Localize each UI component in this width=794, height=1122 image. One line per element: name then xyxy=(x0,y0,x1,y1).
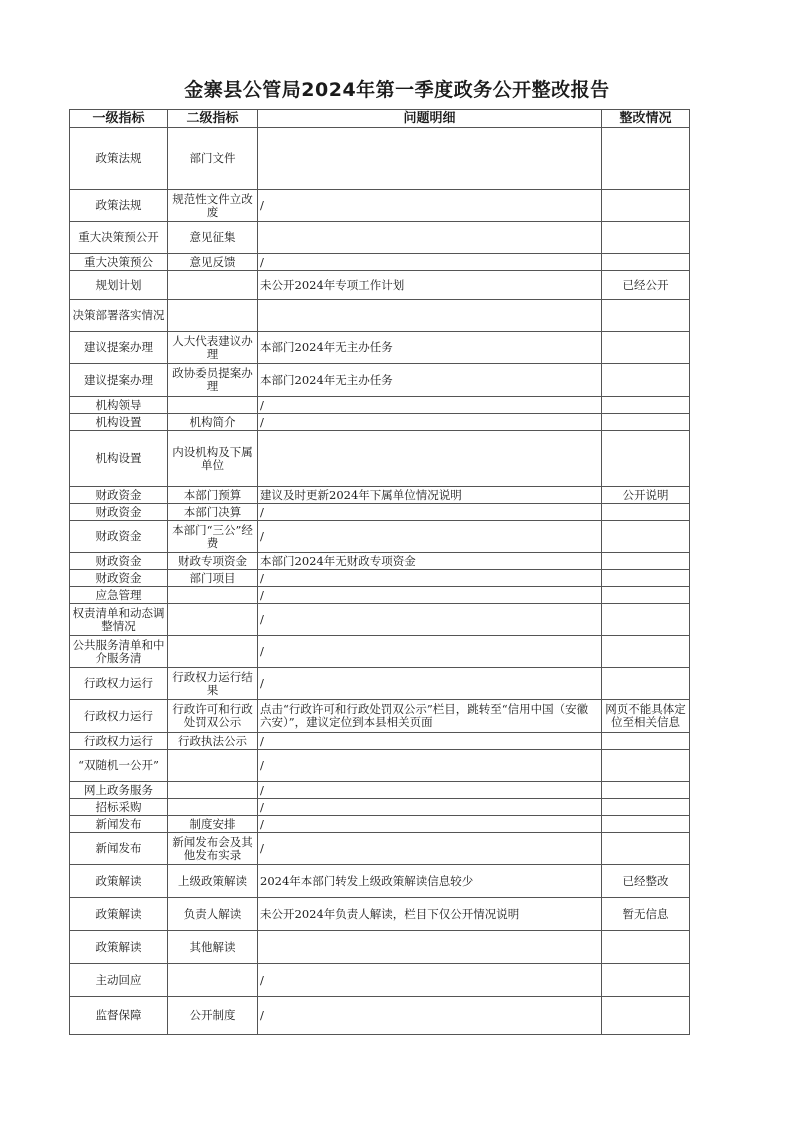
level2-indicator-cell: 制度安排 xyxy=(168,816,258,833)
issue-details-cell: / xyxy=(258,397,602,414)
table-row xyxy=(70,833,690,865)
level2-indicator-cell xyxy=(168,300,258,332)
level2-indicator-cell: 部门文件 xyxy=(168,128,258,190)
table-row xyxy=(70,898,690,931)
table-row xyxy=(70,222,690,254)
issue-details-cell: / xyxy=(258,782,602,799)
level1-indicator-cell: 政策法规 xyxy=(70,128,168,190)
rectification-status-cell xyxy=(602,997,690,1035)
level2-indicator-cell: 人大代表建议办理 xyxy=(168,332,258,364)
issue-details-cell: 本部门2024年无主办任务 xyxy=(258,332,602,364)
rectification-status-cell: 网页不能具体定位至相关信息 xyxy=(602,700,690,733)
rectification-status-cell xyxy=(602,750,690,782)
level1-indicator-cell: 网上政务服务 xyxy=(70,782,168,799)
level2-indicator-cell: 负责人解读 xyxy=(168,898,258,931)
level2-indicator-cell: 公开制度 xyxy=(168,997,258,1035)
level2-indicator-cell xyxy=(168,964,258,997)
table-row xyxy=(70,254,690,271)
table-body xyxy=(70,128,690,1035)
table-header-row xyxy=(70,110,690,128)
level1-indicator-cell: 主动回应 xyxy=(70,964,168,997)
issue-details-cell xyxy=(258,222,602,254)
rectification-status-cell xyxy=(602,964,690,997)
issue-details-cell: / xyxy=(258,570,602,587)
table-row xyxy=(70,750,690,782)
rectification-status-cell xyxy=(602,190,690,222)
level1-indicator-cell: 行政权力运行 xyxy=(70,733,168,750)
table-row xyxy=(70,587,690,604)
table-row xyxy=(70,570,690,587)
level2-indicator-cell xyxy=(168,782,258,799)
level1-indicator-cell: 政策解读 xyxy=(70,898,168,931)
rectification-status-cell: 暂无信息 xyxy=(602,898,690,931)
table-row xyxy=(70,431,690,487)
level1-indicator-cell: 新闻发布 xyxy=(70,833,168,865)
issue-details-cell xyxy=(258,931,602,964)
rectification-status-cell xyxy=(602,364,690,397)
level1-indicator-cell: 机构设置 xyxy=(70,414,168,431)
rectification-status-cell xyxy=(602,504,690,521)
table-row xyxy=(70,128,690,190)
table-row xyxy=(70,636,690,668)
level1-indicator-cell: 机构领导 xyxy=(70,397,168,414)
rectification-status-cell xyxy=(602,816,690,833)
level2-indicator-cell: 规范性文件立改废 xyxy=(168,190,258,222)
issue-details-cell: / xyxy=(258,521,602,553)
table-row xyxy=(70,300,690,332)
level1-indicator-cell: 建议提案办理 xyxy=(70,332,168,364)
rectification-status-cell xyxy=(602,604,690,636)
page-title: 金寨县公管局2024年第一季度政务公开整改报告 xyxy=(184,79,610,101)
level2-indicator-cell: 其他解读 xyxy=(168,931,258,964)
table-row xyxy=(70,504,690,521)
level2-indicator-cell xyxy=(168,587,258,604)
level2-indicator-cell: 机构简介 xyxy=(168,414,258,431)
rectification-status-cell xyxy=(602,397,690,414)
level1-indicator-cell: 财政资金 xyxy=(70,504,168,521)
rectification-status-cell xyxy=(602,431,690,487)
level1-indicator-cell: 新闻发布 xyxy=(70,816,168,833)
rectification-status-cell xyxy=(602,931,690,964)
issue-details-cell: / xyxy=(258,254,602,271)
issue-details-cell: / xyxy=(258,668,602,700)
header-level1-indicator: 一级指标 xyxy=(70,110,168,128)
level1-indicator-cell: 招标采购 xyxy=(70,799,168,816)
level1-indicator-cell: 行政权力运行 xyxy=(70,700,168,733)
level1-indicator-cell: 重大决策预公 xyxy=(70,254,168,271)
level2-indicator-cell: 本部门预算 xyxy=(168,487,258,504)
level1-indicator-cell: 决策部署落实情况 xyxy=(70,300,168,332)
table-row xyxy=(70,397,690,414)
issue-details-cell: / xyxy=(258,636,602,668)
rectification-status-cell xyxy=(602,587,690,604)
table-row xyxy=(70,931,690,964)
table-row xyxy=(70,364,690,397)
table-row xyxy=(70,414,690,431)
level2-indicator-cell: 部门项目 xyxy=(168,570,258,587)
level1-indicator-cell: 政策法规 xyxy=(70,190,168,222)
level1-indicator-cell: 监督保障 xyxy=(70,997,168,1035)
level1-indicator-cell: 重大决策预公开 xyxy=(70,222,168,254)
level2-indicator-cell xyxy=(168,636,258,668)
table-row xyxy=(70,782,690,799)
rectification-status-cell xyxy=(602,833,690,865)
issue-details-cell: / xyxy=(258,816,602,833)
level1-indicator-cell: 权责清单和动态调整情况 xyxy=(70,604,168,636)
level2-indicator-cell: 上级政策解读 xyxy=(168,865,258,898)
level2-indicator-cell xyxy=(168,271,258,300)
issue-details-cell: 点击“行政许可和行政处罚双公示”栏目，跳转至“信用中国（安徽六安）”，建议定位到本县相关页面 xyxy=(258,700,602,733)
level2-indicator-cell: 新闻发布会及其他发布实录 xyxy=(168,833,258,865)
rectification-status-cell: 已经整改 xyxy=(602,865,690,898)
level1-indicator-cell: 财政资金 xyxy=(70,487,168,504)
rectification-status-cell xyxy=(602,782,690,799)
issue-details-cell: 建议及时更新2024年下属单位情况说明 xyxy=(258,487,602,504)
issue-details-cell: 2024年本部门转发上级政策解读信息较少 xyxy=(258,865,602,898)
level2-indicator-cell xyxy=(168,604,258,636)
issue-details-cell xyxy=(258,128,602,190)
rectification-status-cell xyxy=(602,222,690,254)
header-level2-indicator: 二级指标 xyxy=(168,110,258,128)
rectification-status-cell xyxy=(602,128,690,190)
level2-indicator-cell: 意见征集 xyxy=(168,222,258,254)
issue-details-cell: 未公开2024年专项工作计划 xyxy=(258,271,602,300)
table-row xyxy=(70,190,690,222)
header-issue-details: 问题明细 xyxy=(258,110,602,128)
rectification-table xyxy=(69,109,690,1035)
issue-details-cell: / xyxy=(258,190,602,222)
rectification-status-cell xyxy=(602,636,690,668)
table-row xyxy=(70,733,690,750)
issue-details-cell: / xyxy=(258,733,602,750)
issue-details-cell: / xyxy=(258,964,602,997)
level1-indicator-cell: 政策解读 xyxy=(70,931,168,964)
rectification-status-cell xyxy=(602,521,690,553)
table-row xyxy=(70,700,690,733)
rectification-status-cell: 已经公开 xyxy=(602,271,690,300)
issue-details-cell: / xyxy=(258,587,602,604)
rectification-status-cell xyxy=(602,332,690,364)
rectification-status-cell: 公开说明 xyxy=(602,487,690,504)
issue-details-cell: 本部门2024年无主办任务 xyxy=(258,364,602,397)
level2-indicator-cell: 政协委员提案办理 xyxy=(168,364,258,397)
table-row xyxy=(70,816,690,833)
level1-indicator-cell: 规划计划 xyxy=(70,271,168,300)
level1-indicator-cell: 应急管理 xyxy=(70,587,168,604)
rectification-status-cell xyxy=(602,254,690,271)
level1-indicator-cell: 财政资金 xyxy=(70,570,168,587)
level2-indicator-cell: 行政许可和行政处罚双公示 xyxy=(168,700,258,733)
level2-indicator-cell: 本部门决算 xyxy=(168,504,258,521)
table-row xyxy=(70,487,690,504)
issue-details-cell: / xyxy=(258,604,602,636)
rectification-status-cell xyxy=(602,414,690,431)
table-row xyxy=(70,604,690,636)
issue-details-cell: / xyxy=(258,997,602,1035)
rectification-status-cell xyxy=(602,668,690,700)
level2-indicator-cell: 财政专项资金 xyxy=(168,553,258,570)
table-row xyxy=(70,997,690,1035)
level2-indicator-cell xyxy=(168,397,258,414)
rectification-status-cell xyxy=(602,733,690,750)
issue-details-cell: 本部门2024年无财政专项资金 xyxy=(258,553,602,570)
level2-indicator-cell xyxy=(168,799,258,816)
table-row xyxy=(70,799,690,816)
issue-details-cell: / xyxy=(258,750,602,782)
rectification-status-cell xyxy=(602,799,690,816)
issue-details-cell: / xyxy=(258,504,602,521)
level2-indicator-cell: 行政权力运行结果 xyxy=(168,668,258,700)
issue-details-cell: / xyxy=(258,799,602,816)
level1-indicator-cell: 行政权力运行 xyxy=(70,668,168,700)
table-row xyxy=(70,521,690,553)
issue-details-cell xyxy=(258,300,602,332)
level2-indicator-cell: 意见反馈 xyxy=(168,254,258,271)
level1-indicator-cell: 政策解读 xyxy=(70,865,168,898)
table-row xyxy=(70,865,690,898)
table-row xyxy=(70,964,690,997)
level1-indicator-cell: 财政资金 xyxy=(70,521,168,553)
issue-details-cell xyxy=(258,431,602,487)
level2-indicator-cell xyxy=(168,750,258,782)
rectification-status-cell xyxy=(602,300,690,332)
level2-indicator-cell: 行政执法公示 xyxy=(168,733,258,750)
issue-details-cell: 未公开2024年负责人解读，栏目下仅公开情况说明 xyxy=(258,898,602,931)
issue-details-cell: / xyxy=(258,414,602,431)
level1-indicator-cell: 财政资金 xyxy=(70,553,168,570)
table-row xyxy=(70,668,690,700)
header-rectification-status: 整改情况 xyxy=(602,110,690,128)
issue-details-cell: / xyxy=(258,833,602,865)
rectification-status-cell xyxy=(602,570,690,587)
level1-indicator-cell: “双随机一公开” xyxy=(70,750,168,782)
table-row xyxy=(70,553,690,570)
table-row xyxy=(70,271,690,300)
level1-indicator-cell: 公共服务清单和中介服务清 xyxy=(70,636,168,668)
level2-indicator-cell: 内设机构及下属单位 xyxy=(168,431,258,487)
rectification-status-cell xyxy=(602,553,690,570)
table-row xyxy=(70,332,690,364)
level1-indicator-cell: 建议提案办理 xyxy=(70,364,168,397)
level2-indicator-cell: 本部门“三公”经费 xyxy=(168,521,258,553)
level1-indicator-cell: 机构设置 xyxy=(70,431,168,487)
